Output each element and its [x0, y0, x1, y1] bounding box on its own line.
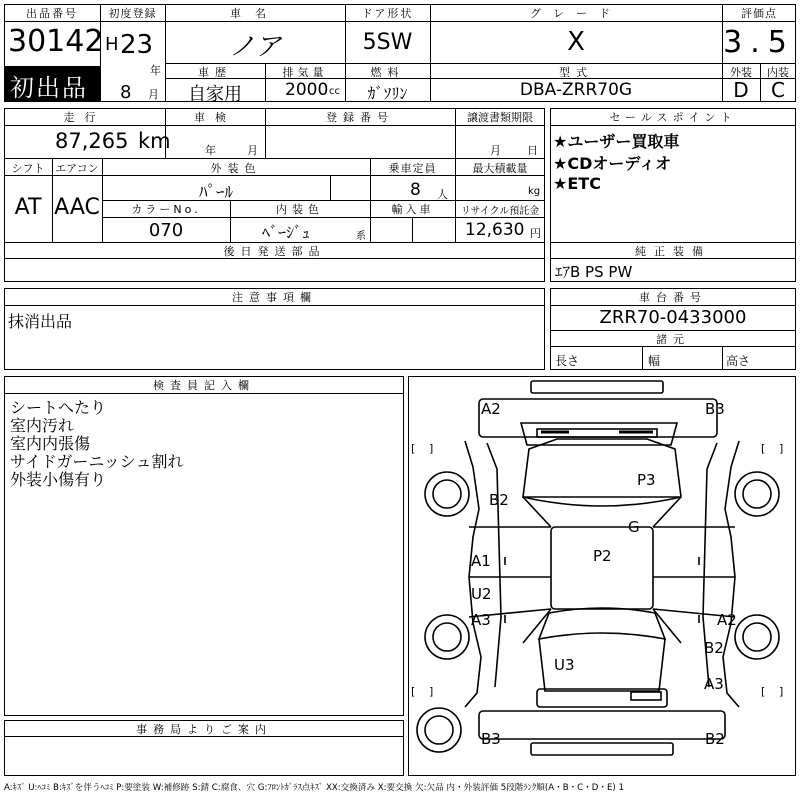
max-load-unit: kg [528, 186, 541, 197]
mark-windshield: G [628, 518, 640, 536]
history: 自家用 [188, 84, 242, 105]
capacity: 8 [410, 180, 421, 200]
first-listing-badge [4, 66, 100, 102]
notes-label: 注意事項欄 [232, 291, 317, 304]
svg-text:]: ] [779, 442, 784, 455]
year-unit: 年 [150, 64, 161, 77]
mark-left-rear-door: A1 [471, 552, 491, 570]
mark-left-rear: A3 [471, 611, 491, 629]
mark-front-right: B3 [705, 400, 725, 418]
fuel: ｶﾞｿﾘﾝ [367, 84, 408, 103]
mileage-label: 走行 [63, 111, 106, 124]
capacity-unit: 人 [437, 188, 448, 201]
notes-value: 抹消出品 [8, 312, 73, 331]
svg-text:]: ] [779, 685, 784, 698]
inspection-year: 年 [205, 144, 216, 157]
inspection-month: 月 [247, 144, 258, 157]
ac: AAC [54, 195, 100, 220]
recycle-fee: 12,630 [465, 220, 525, 240]
inspection-label: 車検 [194, 111, 236, 124]
inspector-line-3: 室内内張傷 [10, 434, 91, 453]
sales-point-1: ★ユーザー買取車 [553, 132, 680, 151]
int-color-label: 内装色 [276, 203, 324, 216]
ext-color-label: 外装色 [210, 162, 262, 175]
inspector-line-1: シートへたり [10, 398, 107, 417]
mark-right-rear-door: A2 [717, 611, 737, 629]
reg-no-label: 登録番号 [326, 111, 394, 124]
era: H [105, 34, 119, 55]
height-label: 高さ [726, 354, 751, 368]
sales-point-3: ★ETC [553, 174, 601, 193]
svg-text:[: [ [761, 442, 766, 455]
shift: AT [14, 195, 42, 220]
mark-roof: P2 [593, 547, 612, 565]
recycle-label: リサイクル預託金 [460, 206, 540, 217]
mark-right-rear: A3 [704, 675, 724, 693]
chassis-label: 車台番号 [639, 291, 707, 304]
ac-label: エアコン [55, 162, 99, 175]
first-reg-label: 初度登録 [108, 7, 157, 20]
svg-text:[: [ [411, 442, 416, 455]
inspector-line-2: 室内汚れ [10, 416, 75, 435]
genuine-equipment-label: 純正装備 [635, 245, 711, 258]
mark-hood: P3 [637, 471, 656, 489]
car-damage-diagram [409, 377, 795, 775]
svg-text:]: ] [429, 442, 434, 455]
color-no: 070 [148, 220, 184, 241]
car-name: ノア [228, 32, 281, 62]
reg-month: 8 [120, 82, 132, 103]
mark-rear-left: B3 [481, 730, 501, 748]
length-label: 長さ [555, 354, 580, 368]
width-label: 幅 [648, 354, 661, 368]
mark-left-front-door: B2 [489, 491, 509, 509]
mileage: 87,265 [55, 129, 129, 153]
first-listing-text: 初出品 [10, 74, 88, 102]
chassis-number: ZRR70-0433000 [599, 307, 747, 328]
exterior-label: 外装 [730, 66, 752, 79]
sales-points-label: セールスポイント [609, 111, 737, 124]
mark-right-quarter: B2 [704, 639, 724, 657]
transfer-day: 日 [527, 144, 538, 157]
later-parts-label: 後日発送部品 [223, 245, 326, 258]
int-color-unit: 系 [356, 231, 366, 242]
svg-text:[: [ [761, 685, 766, 698]
genuine-equipment: ｴｱB PS PW [555, 263, 633, 281]
svg-text:]: ] [429, 685, 434, 698]
fuel-label: 燃料 [370, 66, 405, 79]
specs-label: 諸元 [656, 333, 690, 346]
grade: X [567, 27, 585, 57]
svg-text:[: [ [411, 685, 416, 698]
mark-rear-right: B2 [705, 730, 725, 748]
displacement-unit: cc [329, 86, 340, 97]
office-label: 事務局よりご案内 [136, 723, 272, 736]
month-unit: 月 [148, 88, 159, 101]
inspector-label: 検査員記入欄 [153, 379, 255, 392]
interior-label: 内装 [767, 66, 789, 79]
model-label: 型式 [559, 66, 593, 79]
inspector-line-4: サイドガーニッシュ割れ [10, 452, 184, 471]
capacity-label: 乗車定員 [388, 162, 437, 175]
mileage-unit: km [138, 129, 171, 153]
score-label: 評価点 [741, 7, 777, 20]
grade-label: グレード [530, 7, 622, 20]
transfer-month: 月 [490, 144, 501, 157]
lot-no-label: 出品番号 [26, 7, 78, 20]
mark-tailgate: U3 [554, 656, 575, 674]
color-no-label: カラーNo. [131, 203, 201, 216]
mark-left-lower: U2 [471, 585, 492, 603]
ext-color: ﾊﾟｰﾙ [199, 183, 233, 203]
mark-front-left: A2 [481, 400, 501, 418]
door-type: 5SW [362, 30, 413, 55]
inspector-line-5: 外装小傷有り [10, 470, 107, 489]
shift-label: シフト [11, 162, 45, 175]
displacement: 2000 [285, 80, 329, 100]
interior-grade: C [771, 78, 785, 102]
damage-diagram-frame [408, 376, 796, 776]
car-name-label: 車名 [230, 7, 280, 20]
displacement-label: 排気量 [282, 66, 328, 79]
score: 3.5 [723, 25, 795, 60]
max-load-label: 最大積載量 [472, 162, 528, 175]
history-label: 車歴 [198, 66, 232, 79]
sales-point-2: ★CDオーディオ [553, 154, 672, 173]
damage-legend: A:ｷｽﾞ U:ﾍｺﾐ B:ｷｽﾞを伴うﾍｺﾐ P:要塗装 W:補修跡 S:錆 C:腐食、穴 G:ﾌﾛﾝﾄｶﾞﾗｽ点ｷｽﾞ XX:交換済み X:要交換 欠:欠品 内・外装評価 5段階ﾗﾝｸ順(A・B・C・D・E) 1 [4, 783, 624, 793]
reg-year: 23 [120, 30, 154, 60]
int-color: ﾍﾞｰｼﾞｭ [262, 223, 311, 242]
lot-number: 30142 [8, 24, 104, 59]
door-label: ドア形状 [361, 7, 414, 20]
transfer-label: 譲渡書類期限 [467, 111, 533, 124]
model: DBA-ZRR70G [519, 80, 633, 100]
import-label: 輸入車 [391, 203, 434, 216]
recycle-unit: 円 [530, 227, 541, 240]
exterior-grade: D [733, 78, 749, 102]
